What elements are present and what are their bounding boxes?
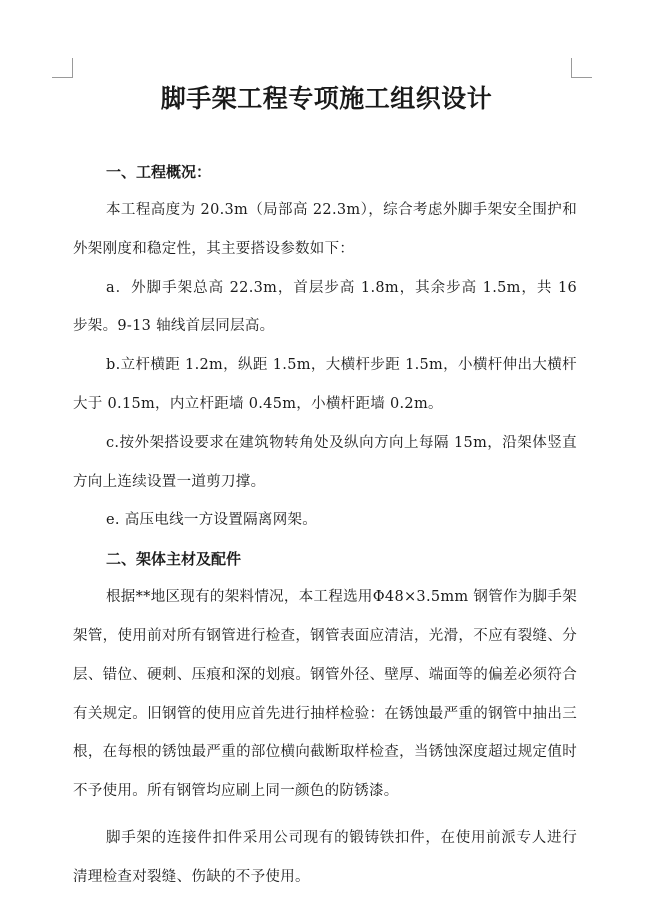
paragraph: e. 高压电线一方设置隔离网架。 [106,512,318,529]
paragraph: b.立杆横距 1.2m，纵距 1.5m，大横杆步距 1.5m，小横杆伸出大横杆大于 0.15m，内立杆距墙 0.45m，小横杆距墙 0.2m。 [73,357,577,412]
paragraph: 本工程高度为 20.3m（局部高 22.3m），综合考虑外脚手架安全围护和外架刚度和稳定性，其主要搭设参数如下： [73,202,577,257]
section-heading-materials: 二、架体主材及配件 [106,550,242,569]
paragraph: 根据**地区现有的架料情况，本工程选用Φ48×3.5mm 钢管作为脚手架架管，使用前对所有钢管进行检查，钢管表面应清洁，光滑，不应有裂缝、分层、错位、硬刺、压痕和深的划痕。钢管外径、壁厚、端面等的偏差必须符合有关规定。旧钢管的使用应首先进行抽样检验：在锈蚀最严重的钢管中抽出三根，在每根的锈蚀最严重的部位横向截断取样检查，当锈蚀深度超过规定值时不予使用。所有钢管均应刷上同一颜色的防锈漆。 [73,589,577,800]
paragraph: a．外脚手架总高 22.3m，首层步高 1.8m，其余步高 1.5m，共 16 步架。9-13 轴线首层同层高。 [73,279,577,335]
paragraph: c.按外架搭设要求在建筑物转角处及纵向方向上每隔 15m，沿架体竖直方向上连续设置一道剪刀撑。 [73,434,577,490]
crop-mark-top-right [571,58,592,78]
document-title: 脚手架工程专项施工组织设计 [160,84,493,113]
crop-mark-top-left [52,58,73,78]
document-body [73,153,577,897]
paragraph: 脚手架的连接件扣件采用公司现有的锻铸铁扣件，在使用前派专人进行清理检查对裂缝、伤缺的不予使用。 [73,829,577,885]
section-heading-overview: 一、工程概况： [106,163,212,181]
